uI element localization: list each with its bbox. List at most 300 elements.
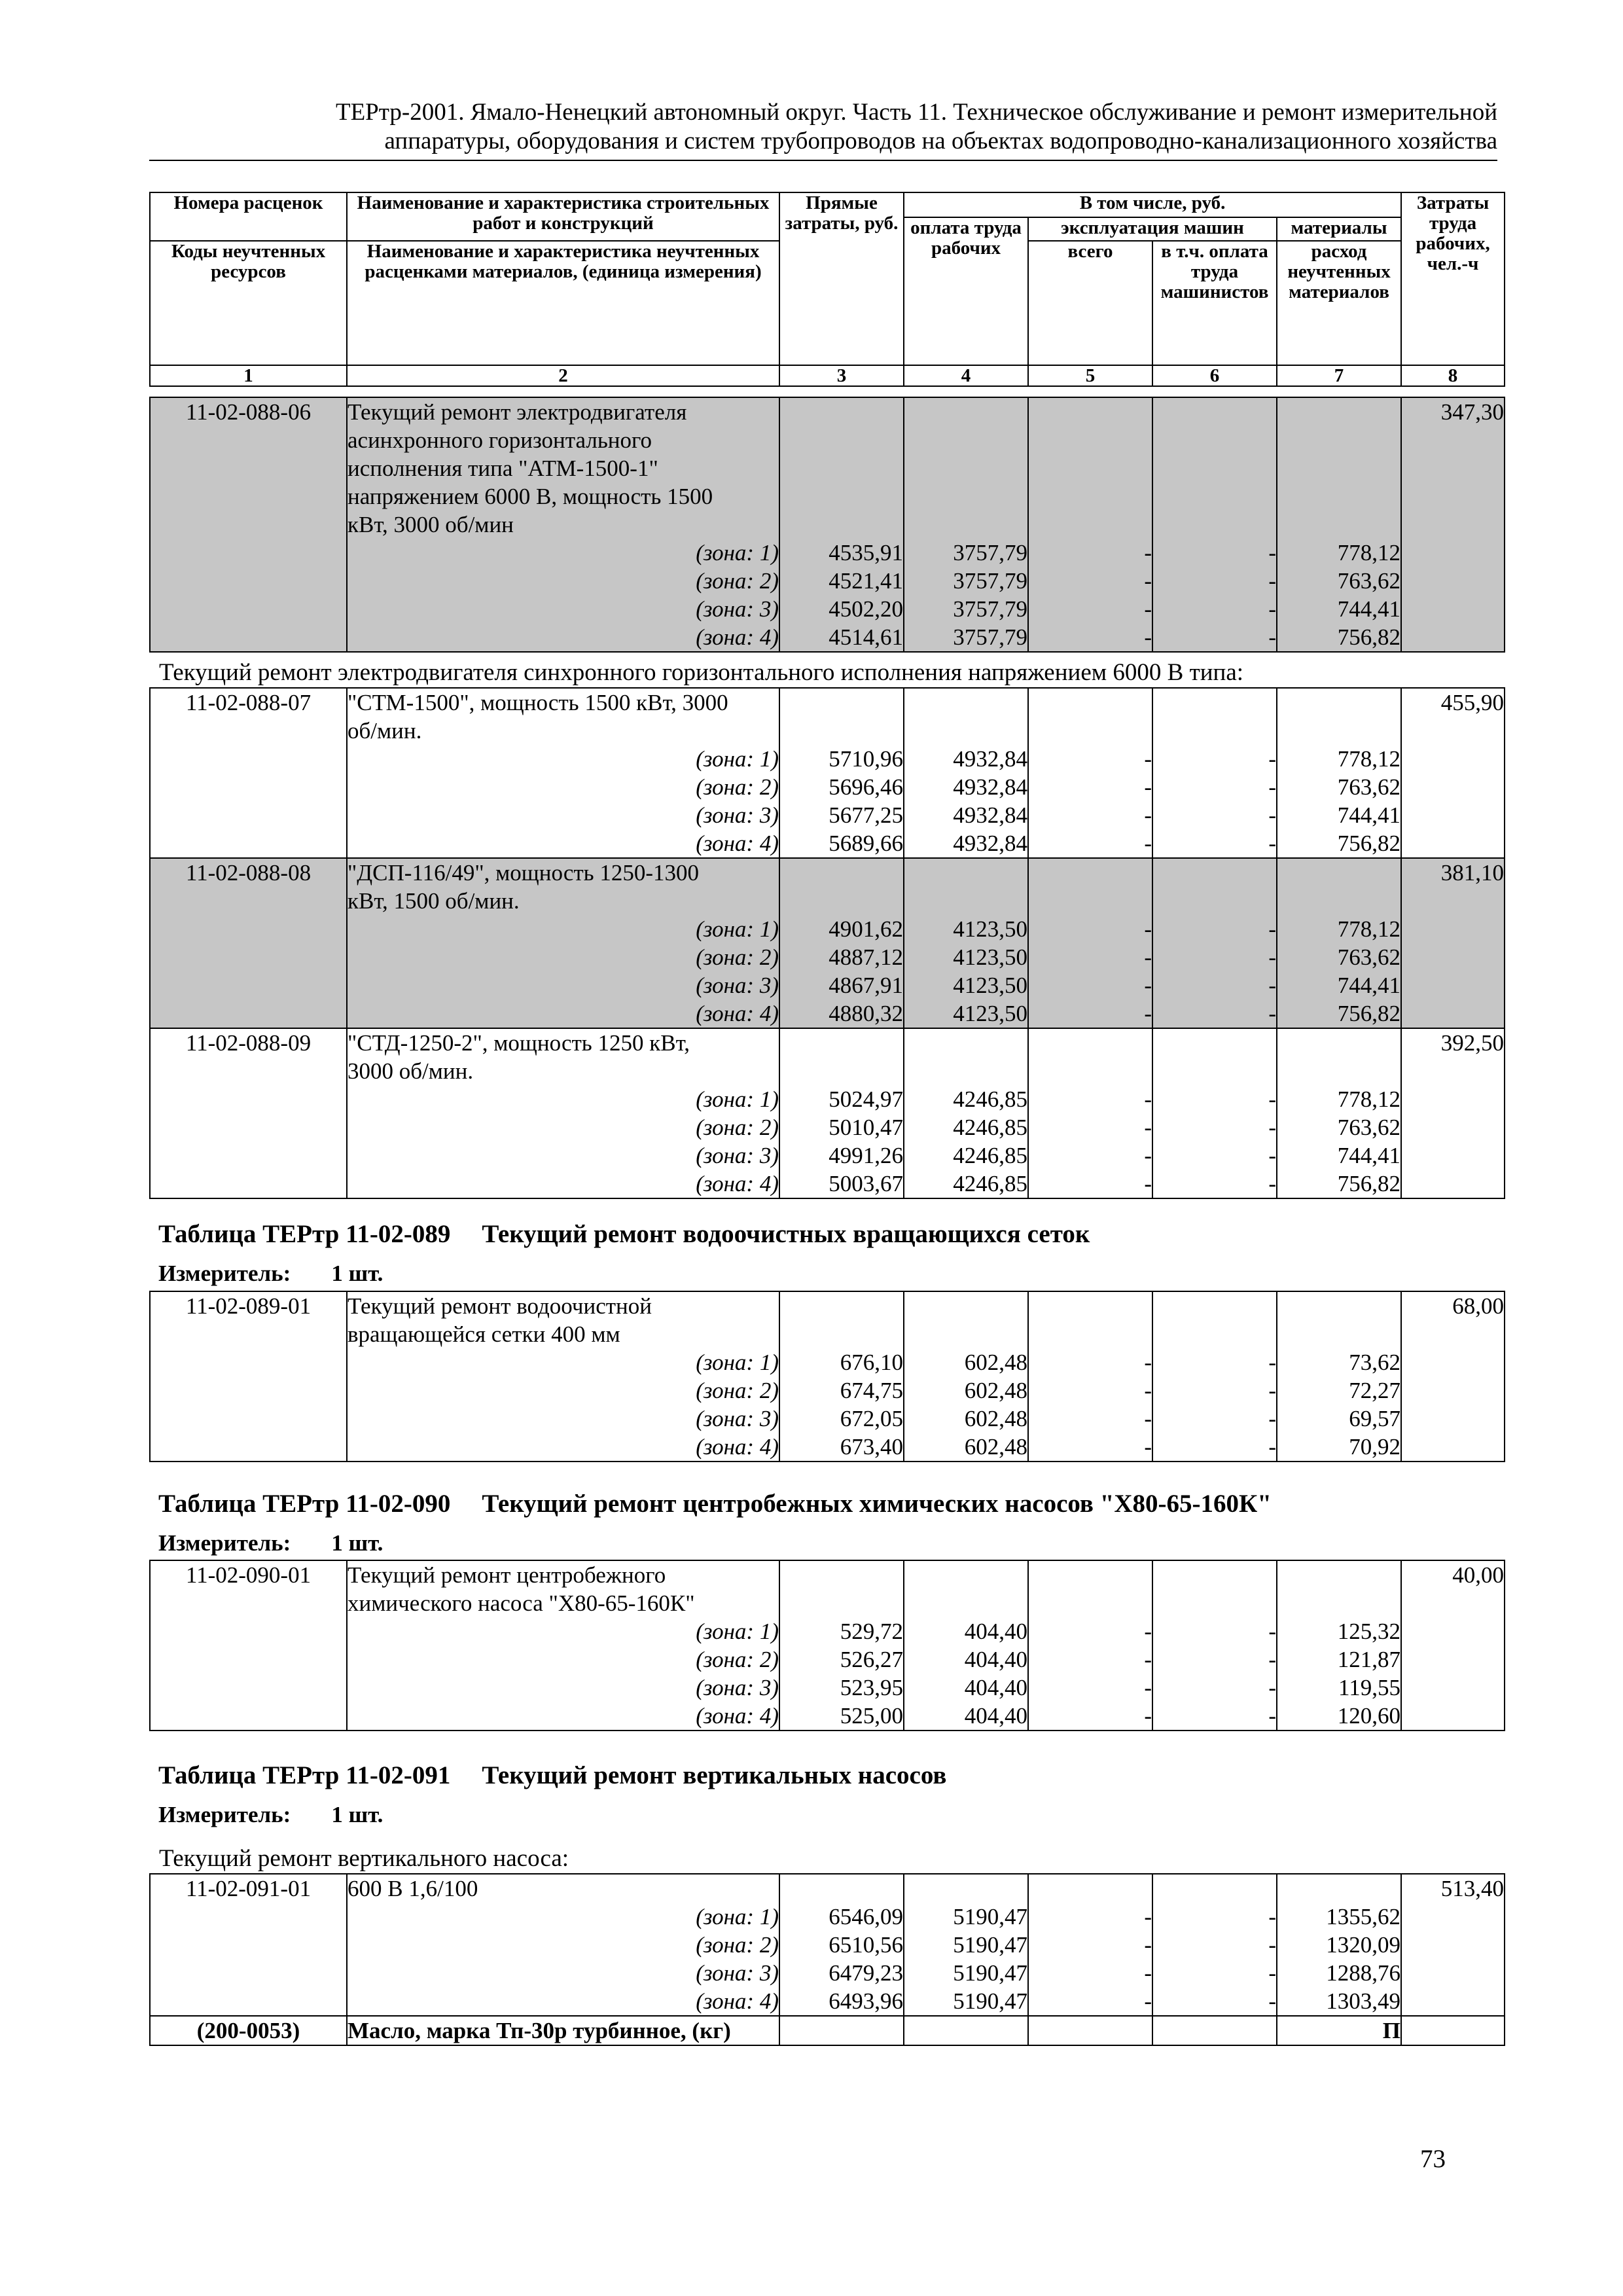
- machine-total-cell: [1028, 397, 1152, 652]
- table-code-091: Таблица ТЕРтр 11-02-091: [158, 1761, 451, 1789]
- blank-line: [1029, 1589, 1152, 1617]
- header-line-1: ТЕРтр-2001. Ямало-Ненецкий автономный округ. Часть 11. Техническое обслуживание и ремонт измерительной: [335, 99, 1497, 126]
- machine-total: -: [1144, 1434, 1152, 1460]
- blank-line: [780, 1292, 903, 1320]
- zone-label: (зона: 2): [696, 774, 779, 800]
- direct-cost: 6510,56: [829, 1932, 903, 1958]
- worker-pay: 4246,85: [953, 1115, 1027, 1140]
- rate-row: [150, 1560, 1505, 1731]
- labor-value: 513,40: [1440, 1876, 1504, 1901]
- materials: 778,12: [1337, 1086, 1400, 1112]
- meter-label-090: Измеритель:: [158, 1530, 291, 1556]
- direct-cost-cell: [779, 397, 904, 652]
- blank-line: [780, 717, 903, 745]
- worker-pay: 4123,50: [953, 973, 1027, 998]
- labor-value: 40,00: [1452, 1562, 1504, 1588]
- machinist-pay: -: [1268, 1619, 1276, 1644]
- table-title-091: [158, 1761, 946, 1790]
- table-name-089: Текущий ремонт водоочистных вращающихся сеток: [482, 1220, 1090, 1248]
- direct-cost: 6546,09: [829, 1904, 903, 1929]
- labor-value: 347,30: [1440, 399, 1504, 425]
- meter-value-090: 1 шт.: [331, 1530, 383, 1556]
- blank-line: [780, 426, 903, 454]
- zone-label: (зона: 3): [696, 1960, 779, 1986]
- direct-cost: 5710,96: [829, 746, 903, 772]
- rates-table-090: [149, 1560, 1505, 1731]
- machinist-pay: -: [1268, 1001, 1276, 1026]
- zone-label: (зона: 2): [696, 1932, 779, 1958]
- meter-089: [158, 1261, 383, 1287]
- materials-cell: [1277, 397, 1401, 652]
- table-name-090: Текущий ремонт центробежных химических насосов "Х80-65-160К": [482, 1490, 1272, 1518]
- machinist-pay-cell: [1152, 1560, 1277, 1731]
- worker-pay: 5190,47: [953, 1904, 1027, 1929]
- zone-label: (зона: 3): [696, 1143, 779, 1168]
- worker-pay-cell: [904, 1560, 1028, 1731]
- meter-label-089: Измеритель:: [158, 1261, 291, 1286]
- description-line: Текущий ремонт водоочистной: [348, 1293, 652, 1319]
- table-name-091: Текущий ремонт вертикальных насосов: [482, 1761, 947, 1789]
- blank-line: [1153, 398, 1276, 426]
- direct-cost: 4867,91: [829, 973, 903, 998]
- blank-line: [1277, 1292, 1400, 1320]
- machinist-pay: -: [1268, 1350, 1276, 1375]
- blank-line: [1153, 717, 1276, 745]
- rate-description: [347, 1874, 779, 2016]
- resource-empty-8: [1401, 2016, 1505, 2045]
- materials: 1288,76: [1326, 1960, 1400, 1986]
- materials-cell: [1277, 688, 1401, 858]
- worker-pay: 404,40: [964, 1619, 1027, 1644]
- zone-label: (зона: 4): [696, 1001, 779, 1026]
- labor-cell: [1401, 858, 1505, 1028]
- machine-total: -: [1144, 1960, 1152, 1986]
- machine-total: -: [1144, 973, 1152, 998]
- description-line: Текущий ремонт электродвигателя: [348, 399, 687, 425]
- worker-pay: 3757,79: [953, 624, 1027, 650]
- blank-line: [904, 1292, 1027, 1320]
- machinist-pay-cell: [1152, 1291, 1277, 1462]
- description-line: вращающейся сетки 400 мм: [348, 1321, 620, 1347]
- blank-line: [1153, 454, 1276, 482]
- worker-pay: 602,48: [964, 1378, 1027, 1403]
- rate-code: 11-02-088-06: [150, 397, 347, 652]
- zone-label: (зона: 1): [696, 1350, 779, 1375]
- blank-line: [1277, 1029, 1400, 1057]
- machinist-pay: -: [1268, 624, 1276, 650]
- blank-line: [1153, 1292, 1276, 1320]
- worker-pay: 4246,85: [953, 1171, 1027, 1196]
- machine-total: -: [1144, 1350, 1152, 1375]
- direct-cost: 5696,46: [829, 774, 903, 800]
- materials: 778,12: [1337, 540, 1400, 565]
- direct-cost: 523,95: [840, 1675, 903, 1700]
- resource-mark: П: [1277, 2016, 1401, 2045]
- materials: 125,32: [1337, 1619, 1400, 1644]
- zone-label: (зона: 1): [696, 1904, 779, 1929]
- machine-total: -: [1144, 802, 1152, 828]
- worker-pay: 404,40: [964, 1675, 1027, 1700]
- blank-line: [1277, 398, 1400, 426]
- zone-label: (зона: 2): [696, 944, 779, 970]
- blank-line: [904, 398, 1027, 426]
- direct-cost: 5689,66: [829, 831, 903, 856]
- col-worker-pay: оплата труда рабочих: [904, 217, 1028, 365]
- machine-total: -: [1144, 1086, 1152, 1112]
- table-code-089: Таблица ТЕРтр 11-02-089: [158, 1220, 451, 1248]
- col-number-6: 6: [1152, 365, 1277, 386]
- col-machinist-pay: в т.ч. оплата труда машинистов: [1152, 241, 1277, 365]
- meter-value-089: 1 шт.: [331, 1261, 383, 1286]
- machine-total-cell: [1028, 1028, 1152, 1198]
- description-line: "СТД-1250-2", мощность 1250 кВт,: [348, 1030, 690, 1056]
- materials: 763,62: [1337, 1115, 1400, 1140]
- description-line: исполнения типа "АТМ-1500-1": [348, 456, 658, 481]
- machinist-pay: -: [1268, 1143, 1276, 1168]
- machine-total: -: [1144, 1378, 1152, 1403]
- direct-cost: 525,00: [840, 1703, 903, 1729]
- blank-line: [1029, 689, 1152, 717]
- materials: 73,62: [1349, 1350, 1400, 1375]
- machine-total: -: [1144, 1932, 1152, 1958]
- direct-cost: 4502,20: [829, 596, 903, 622]
- rates-table-091: [149, 1873, 1505, 2046]
- zone-label: (зона: 2): [696, 1647, 779, 1672]
- machine-total-cell: [1028, 688, 1152, 858]
- zone-label: (зона: 3): [696, 802, 779, 828]
- direct-cost: 672,05: [840, 1406, 903, 1431]
- rate-code: 11-02-091-01: [150, 1874, 347, 2016]
- col-machine-operation: эксплуатация машин: [1028, 217, 1277, 241]
- direct-cost: 5010,47: [829, 1115, 903, 1140]
- machinist-pay-cell: [1152, 1028, 1277, 1198]
- rates-table-088-a: [149, 397, 1505, 653]
- zone-label: (зона: 1): [696, 916, 779, 942]
- direct-cost-cell: [779, 1560, 904, 1731]
- blank-line: [1029, 1874, 1152, 1903]
- worker-pay-cell: [904, 858, 1028, 1028]
- description-line: кВт, 1500 об/мин.: [348, 888, 520, 914]
- zone-label: (зона: 2): [696, 1378, 779, 1403]
- blank-line: [904, 482, 1027, 511]
- unaccounted-resource-row: [150, 2016, 1505, 2045]
- rate-row: [150, 688, 1505, 858]
- blank-line: [904, 1874, 1027, 1903]
- col-material-name: Наименование и характеристика неучтенных расценками материалов, (единица измерения): [347, 241, 779, 365]
- worker-pay: 602,48: [964, 1434, 1027, 1460]
- blank-line: [1153, 859, 1276, 887]
- rate-description: [347, 858, 779, 1028]
- meter-090: [158, 1530, 383, 1556]
- machine-total: -: [1144, 1406, 1152, 1431]
- machinist-pay: -: [1268, 1406, 1276, 1431]
- direct-cost: 5677,25: [829, 802, 903, 828]
- materials: 756,82: [1337, 624, 1400, 650]
- blank-line: [904, 454, 1027, 482]
- worker-pay: 4246,85: [953, 1086, 1027, 1112]
- materials: 756,82: [1337, 1001, 1400, 1026]
- blank-line: [1277, 1589, 1400, 1617]
- machine-total: -: [1144, 1904, 1152, 1929]
- blank-line: [1277, 482, 1400, 511]
- direct-cost: 4535,91: [829, 540, 903, 565]
- machinist-pay-cell: [1152, 397, 1277, 652]
- blank-line: [780, 1029, 903, 1057]
- blank-line: [1153, 511, 1276, 539]
- rate-code: 11-02-089-01: [150, 1291, 347, 1462]
- rate-row: [150, 1028, 1505, 1198]
- description-line: напряжением 6000 В, мощность 1500: [348, 484, 713, 509]
- description-line: кВт, 3000 об/мин: [348, 512, 514, 537]
- worker-pay: 3757,79: [953, 568, 1027, 594]
- direct-cost: 673,40: [840, 1434, 903, 1460]
- machinist-pay: -: [1268, 1171, 1276, 1196]
- machinist-pay: -: [1268, 540, 1276, 565]
- zone-label: (зона: 2): [696, 1115, 779, 1140]
- blank-line: [780, 1320, 903, 1348]
- zone-label: (зона: 3): [696, 1406, 779, 1431]
- worker-pay: 4246,85: [953, 1143, 1027, 1168]
- materials: 763,62: [1337, 944, 1400, 970]
- direct-cost: 529,72: [840, 1619, 903, 1644]
- blank-line: [1153, 689, 1276, 717]
- rate-code: 11-02-088-07: [150, 688, 347, 858]
- col-number-3: 3: [779, 365, 904, 386]
- materials: 744,41: [1337, 802, 1400, 828]
- machine-total: -: [1144, 1675, 1152, 1700]
- meter-091: [158, 1802, 383, 1828]
- labor-value: 392,50: [1440, 1030, 1504, 1056]
- worker-pay: 602,48: [964, 1406, 1027, 1431]
- materials-cell: [1277, 1560, 1401, 1731]
- worker-pay: 4123,50: [953, 944, 1027, 970]
- blank-line: [1029, 511, 1152, 539]
- blank-line: [1029, 426, 1152, 454]
- blank-line: [904, 887, 1027, 915]
- rate-description: [347, 397, 779, 652]
- col-labor: Затраты труда рабочих, чел.-ч: [1401, 192, 1505, 365]
- direct-cost: 6479,23: [829, 1960, 903, 1986]
- labor-cell: [1401, 688, 1505, 858]
- machine-total: -: [1144, 596, 1152, 622]
- labor-value: 455,90: [1440, 690, 1504, 715]
- worker-pay: 602,48: [964, 1350, 1027, 1375]
- machine-total-cell: [1028, 1560, 1152, 1731]
- zone-label: (зона: 1): [696, 1086, 779, 1112]
- machinist-pay: -: [1268, 916, 1276, 942]
- zone-label: (зона: 2): [696, 568, 779, 594]
- zone-label: (зона: 3): [696, 973, 779, 998]
- materials: 69,57: [1349, 1406, 1400, 1431]
- worker-pay-cell: [904, 1291, 1028, 1462]
- labor-cell: [1401, 1291, 1505, 1462]
- col-number-7: 7: [1277, 365, 1401, 386]
- worker-pay: 3757,79: [953, 596, 1027, 622]
- machine-total: -: [1144, 1143, 1152, 1168]
- description-line: "СТМ-1500", мощность 1500 кВт, 3000: [348, 690, 728, 715]
- machine-total: -: [1144, 1619, 1152, 1644]
- materials: 744,41: [1337, 973, 1400, 998]
- machinist-pay: -: [1268, 568, 1276, 594]
- blank-line: [780, 1874, 903, 1903]
- worker-pay-cell: [904, 1028, 1028, 1198]
- blank-line: [1153, 1589, 1276, 1617]
- col-number-1: 1: [150, 365, 347, 386]
- blank-line: [1277, 1320, 1400, 1348]
- machine-total: -: [1144, 916, 1152, 942]
- rate-row: [150, 1291, 1505, 1462]
- zone-label: (зона: 4): [696, 1703, 779, 1729]
- machinist-pay-cell: [1152, 858, 1277, 1028]
- machinist-pay: -: [1268, 1434, 1276, 1460]
- materials: 744,41: [1337, 1143, 1400, 1168]
- col-number-4: 4: [904, 365, 1028, 386]
- rate-description: [347, 1560, 779, 1731]
- direct-cost: 674,75: [840, 1378, 903, 1403]
- blank-line: [904, 859, 1027, 887]
- direct-cost: 4521,41: [829, 568, 903, 594]
- machine-total: -: [1144, 1115, 1152, 1140]
- materials: 72,27: [1349, 1378, 1400, 1403]
- blank-line: [1029, 1029, 1152, 1057]
- machine-total-cell: [1028, 1874, 1152, 2016]
- worker-pay: 4932,84: [953, 746, 1027, 772]
- page-number: 73: [1420, 2145, 1446, 2173]
- blank-line: [780, 887, 903, 915]
- table-title-090: [158, 1489, 1272, 1518]
- direct-cost: 4887,12: [829, 944, 903, 970]
- rates-table-088-b: [149, 687, 1505, 1199]
- blank-line: [1277, 511, 1400, 539]
- materials: 763,62: [1337, 568, 1400, 594]
- materials-cell: [1277, 858, 1401, 1028]
- col-unaccounted-materials: расход неучтенных материалов: [1277, 241, 1401, 365]
- col-machine-total: всего: [1028, 241, 1152, 365]
- zone-label: (зона: 1): [696, 540, 779, 565]
- zone-label: (зона: 4): [696, 1171, 779, 1196]
- blank-line: [904, 1320, 1027, 1348]
- blank-line: [780, 482, 903, 511]
- machine-total-cell: [1028, 858, 1152, 1028]
- blank-line: [1153, 1874, 1276, 1903]
- machinist-pay: -: [1268, 973, 1276, 998]
- rate-code: 11-02-088-09: [150, 1028, 347, 1198]
- worker-pay: 4932,84: [953, 802, 1027, 828]
- resource-code: (200-0053): [150, 2016, 347, 2045]
- blank-line: [904, 1029, 1027, 1057]
- blank-line: [1029, 717, 1152, 745]
- meter-value-091: 1 шт.: [331, 1802, 383, 1827]
- blank-line: [1277, 1561, 1400, 1589]
- worker-pay: 3757,79: [953, 540, 1027, 565]
- worker-pay: 404,40: [964, 1647, 1027, 1672]
- direct-cost: 4514,61: [829, 624, 903, 650]
- rates-table-089: [149, 1291, 1505, 1462]
- zone-label: (зона: 3): [696, 1675, 779, 1700]
- rate-code: 11-02-090-01: [150, 1560, 347, 1731]
- blank-line: [1153, 887, 1276, 915]
- blank-line: [1029, 887, 1152, 915]
- machine-total: -: [1144, 1647, 1152, 1672]
- materials: 763,62: [1337, 774, 1400, 800]
- description-line: об/мин.: [348, 718, 422, 744]
- description-line: 600 В 1,6/100: [348, 1876, 478, 1901]
- materials: 121,87: [1337, 1647, 1400, 1672]
- worker-pay: 4123,50: [953, 1001, 1027, 1026]
- section-caption-091: Текущий ремонт вертикального насоса:: [159, 1845, 569, 1872]
- materials: 778,12: [1337, 916, 1400, 942]
- column-header-table: [149, 192, 1505, 387]
- blank-line: [1029, 1292, 1152, 1320]
- materials: 1320,09: [1326, 1932, 1400, 1958]
- machine-total: -: [1144, 831, 1152, 856]
- col-materials: материалы: [1277, 217, 1401, 241]
- zone-label: (зона: 1): [696, 1619, 779, 1644]
- materials: 70,92: [1349, 1434, 1400, 1460]
- section-caption-088: Текущий ремонт электродвигателя синхронного горизонтального исполнения напряжением 6000 В типа:: [159, 659, 1244, 686]
- machine-total: -: [1144, 540, 1152, 565]
- col-number-2: 2: [347, 365, 779, 386]
- blank-line: [780, 454, 903, 482]
- zone-label: (зона: 3): [696, 596, 779, 622]
- direct-cost: 5024,97: [829, 1086, 903, 1112]
- worker-pay-cell: [904, 688, 1028, 858]
- blank-line: [780, 689, 903, 717]
- rate-description: [347, 1028, 779, 1198]
- materials-cell: [1277, 1291, 1401, 1462]
- machinist-pay: -: [1268, 1378, 1276, 1403]
- blank-line: [1029, 1057, 1152, 1085]
- labor-cell: [1401, 1560, 1505, 1731]
- rate-row: [150, 397, 1505, 652]
- materials: 744,41: [1337, 596, 1400, 622]
- direct-cost-cell: [779, 858, 904, 1028]
- header-rule: [149, 160, 1497, 161]
- blank-line: [1277, 1874, 1400, 1903]
- blank-line: [1277, 859, 1400, 887]
- zone-label: (зона: 4): [696, 1988, 779, 2014]
- col-resource-codes: Коды неучтенных ресурсов: [150, 241, 347, 365]
- materials: 756,82: [1337, 1171, 1400, 1196]
- blank-line: [1153, 426, 1276, 454]
- blank-line: [1029, 1561, 1152, 1589]
- blank-line: [780, 511, 903, 539]
- worker-pay: 4123,50: [953, 916, 1027, 942]
- blank-line: [1029, 398, 1152, 426]
- description-line: "ДСП-116/49", мощность 1250-1300: [348, 860, 700, 886]
- blank-line: [1153, 1561, 1276, 1589]
- machinist-pay: -: [1268, 944, 1276, 970]
- description-line: химического насоса "Х80-65-160К": [348, 1590, 695, 1616]
- table-code-090: Таблица ТЕРтр 11-02-090: [158, 1490, 451, 1518]
- machinist-pay: -: [1268, 1904, 1276, 1929]
- rate-row: [150, 1874, 1505, 2016]
- blank-line: [1029, 859, 1152, 887]
- blank-line: [904, 1589, 1027, 1617]
- zone-label: (зона: 1): [696, 746, 779, 772]
- direct-cost: 4880,32: [829, 1001, 903, 1026]
- machinist-pay: -: [1268, 802, 1276, 828]
- machine-total: -: [1144, 1001, 1152, 1026]
- resource-name: Масло, марка Тп-30р турбинное, (кг): [347, 2016, 779, 2045]
- blank-line: [1029, 482, 1152, 511]
- machinist-pay: -: [1268, 1932, 1276, 1958]
- machine-total: -: [1144, 746, 1152, 772]
- direct-cost: 4901,62: [829, 916, 903, 942]
- running-header: [149, 98, 1497, 156]
- blank-line: [780, 398, 903, 426]
- zone-label: (зона: 4): [696, 831, 779, 856]
